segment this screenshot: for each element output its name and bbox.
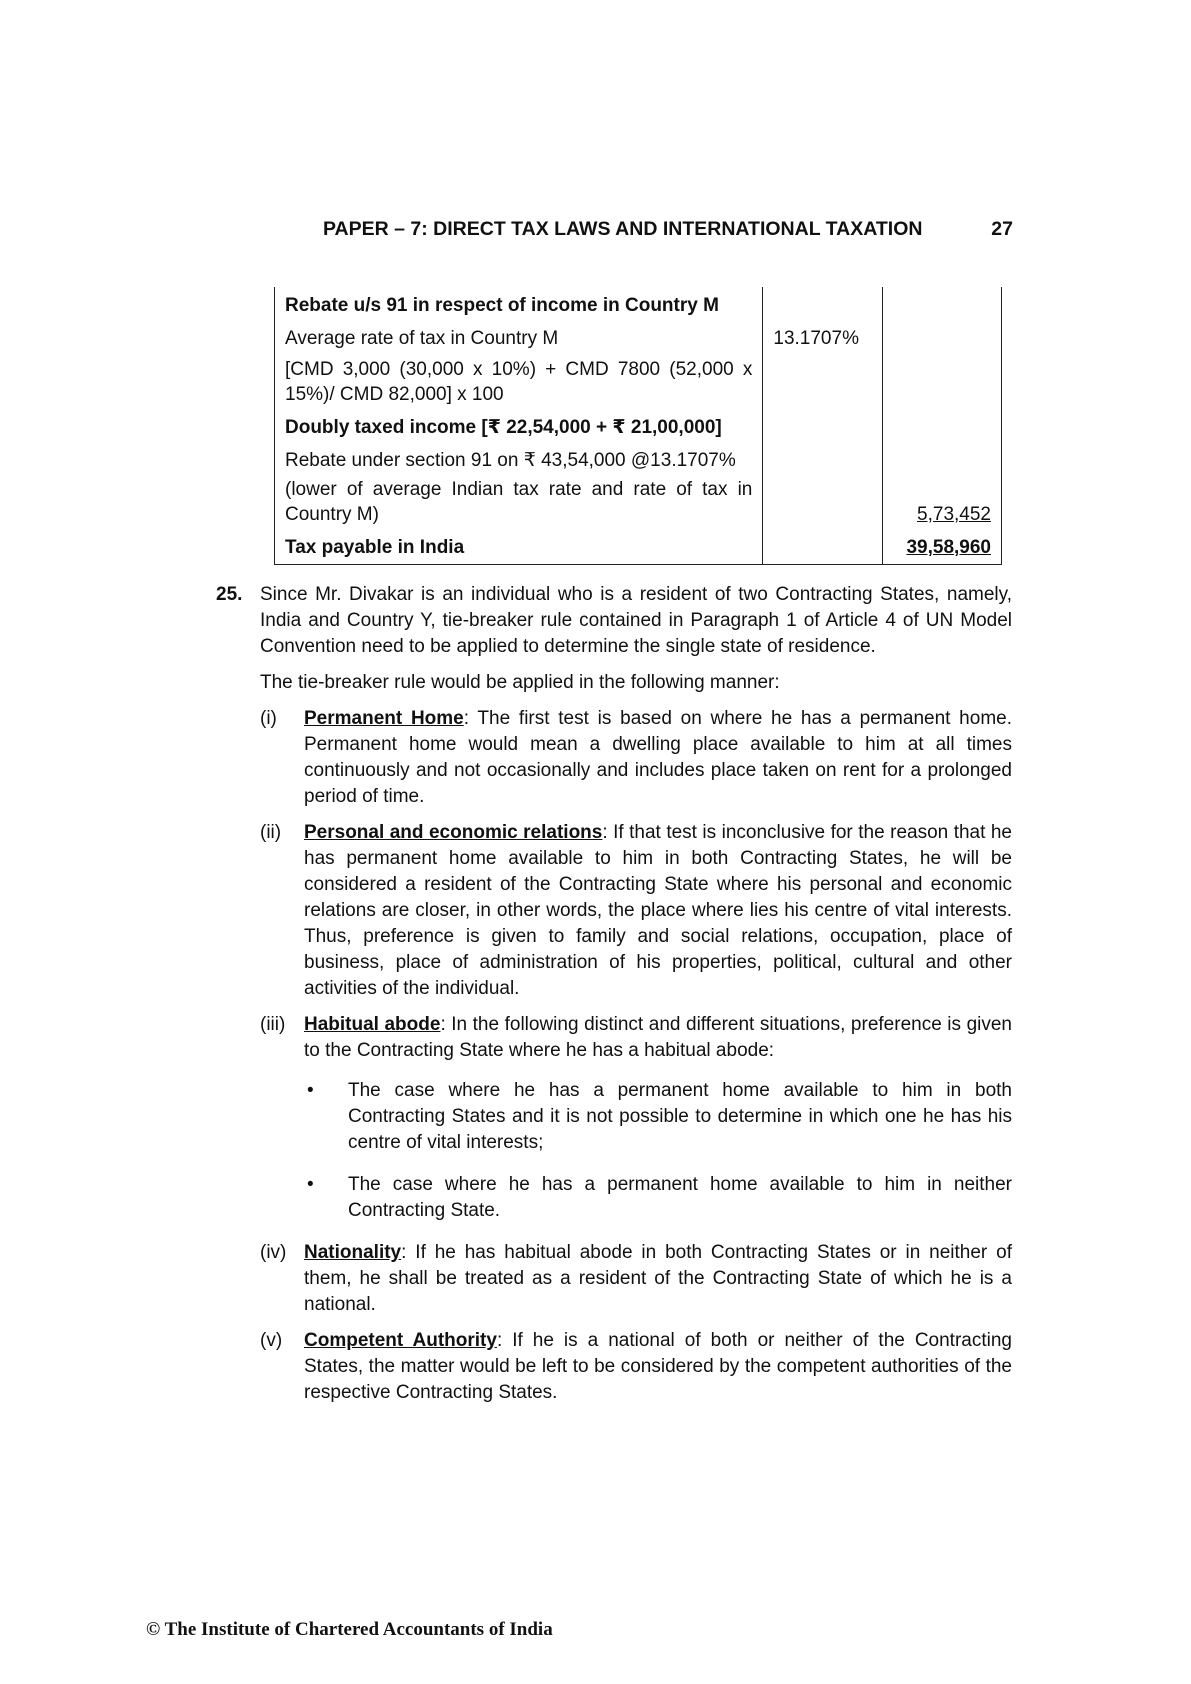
avg-rate-formula: [CMD 3,000 (30,000 x 10%) + CMD 7800 (52,000 x 15%)/ CMD 82,000] x 100 (285, 359, 753, 405)
page-header (323, 218, 1013, 241)
question-number: 25. (216, 584, 243, 605)
answer-lead: The tie-breaker rule would be applied in the following manner: (260, 672, 780, 693)
avg-rate-value: 13.1707% (763, 322, 882, 411)
list-item: (i) Permanent Home: The first test is based on where he has a permanent home. Permanent home would mean a dwelling place available to him at all times continuously and not occasionally and includes place taken on rent for a prolonged period of time. (260, 708, 1012, 807)
term-habitual-abode: Habitual abode (304, 1014, 441, 1035)
table-row (275, 444, 1002, 531)
list-item: (ii) Personal and economic relations: If that test is inconclusive for the reason that he has permanent home available to him in both Contracting States, he will be considered a resident of the Contracting State where his personal and economic relations are closer, in other words, the place where lies his centre of vital interests. Thus, preference is given to family and social relations, occupation, place of business, place of administration of his properties, political, cultural and other activities of the individual. (260, 822, 1012, 999)
answer-intro: Since Mr. Divakar is an individual who is a resident of two Contracting States, namely, India and Country Y, tie-breaker rule contained in Paragraph 1 of Article 4 of UN Model Convention need to be applied to determine the single state of residence. (260, 584, 1012, 657)
table-row (275, 322, 1002, 411)
page-number: 27 (991, 218, 1013, 240)
bullet-icon: • (307, 1174, 314, 1195)
term-competent-authority: Competent Authority (304, 1330, 497, 1351)
table-row (275, 287, 1002, 322)
term-nationality: Nationality (304, 1242, 402, 1263)
doubly-taxed-income: Doubly taxed income [₹ 22,54,000 + ₹ 21,00,000] (275, 411, 763, 444)
term-personal-economic-relations: Personal and economic relations (304, 822, 603, 843)
bullet-item: • The case where he has a permanent home available to him in neither Contracting State. (307, 1174, 1012, 1221)
rebate-heading: Rebate u/s 91 in respect of income in Country M (275, 287, 763, 322)
page-footer: © The Institute of Chartered Accountants of India (146, 1619, 553, 1640)
rebate-amount: 5,73,452 (917, 504, 991, 525)
list-item: (iv) Nationality: If he has habitual abode in both Contracting States or in neither of them, he shall be treated as a resident of the Contracting State of which he is a national. (260, 1242, 1012, 1315)
bullet-item: • The case where he has a permanent home available to him in both Contracting States and it is not possible to determine in which one he has his centre of vital interests; (307, 1080, 1012, 1153)
tax-payable-amount: 39,58,960 (906, 537, 991, 558)
page-header-title: PAPER – 7: DIRECT TAX LAWS AND INTERNATIONAL TAXATION (323, 218, 923, 240)
bullet-icon: • (307, 1080, 314, 1101)
term-permanent-home: Permanent Home (304, 708, 464, 729)
list-item: (iii) Habitual abode: In the following distinct and different situations, preference is given to the Contracting State where he has a habitual abode: • The case where he has a permanent home available to him in both Contracting States and it is not possible to determine in which one he has his centre of vital interests; • The case where he has a permanent home available to him in neither Contracting State. (260, 1012, 1012, 1224)
table-row (275, 411, 1002, 444)
table-row (275, 531, 1002, 565)
list-item: (v) Competent Authority: If he is a national of both or neither of the Contracting States, the matter would be left to be considered by the competent authorities of the respective Contracting States. (260, 1330, 1012, 1403)
tax-payable-label: Tax payable in India (275, 531, 763, 565)
rebate-computation-table (274, 287, 1002, 565)
rebate-line: Rebate under section 91 on ₹ 43,54,000 @13.1707% (285, 450, 736, 471)
avg-rate-label: Average rate of tax in Country M (285, 328, 559, 349)
lower-of-note: (lower of average Indian tax rate and rate of tax in Country M) (285, 479, 753, 525)
answer-25 (216, 582, 1012, 1416)
